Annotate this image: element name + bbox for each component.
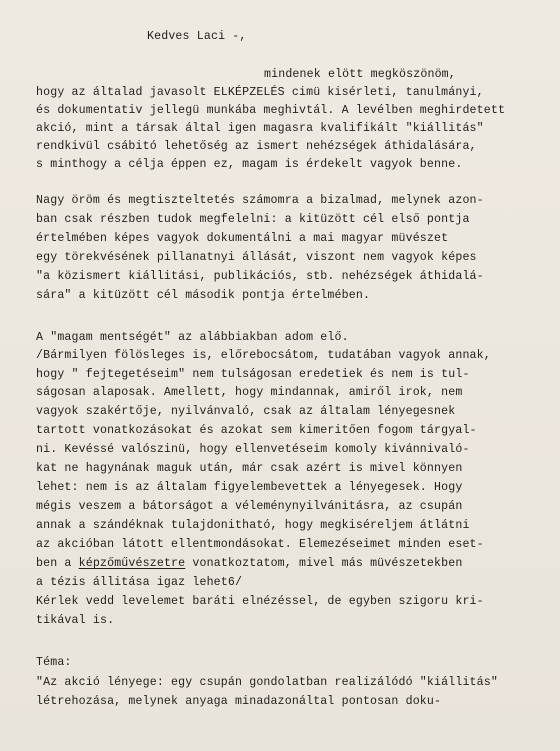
paragraph-3-line-1: A "magam mentségét" az alábbiakban adom elő. [36,331,349,344]
paragraph-3-line-4: ságosan alaposak. Amellett, hogy mindannak, amiről irok, nem [36,386,463,399]
paragraph-1-line-2: hogy az általad javasolt ELKÉPZELÉS cimü kisérleti, tanulmányi, [36,86,484,99]
paragraph-3-line-12: az akcióban látott ellentmondásokat. Elemezéseimet minden eset- [36,538,484,551]
paragraph-3-line-14: a tézis állitása igaz lehet6/ [36,576,243,589]
line-13-prefix: ben a [36,557,79,570]
paragraph-3-line-5: vagyok szakértője, nyilvánvaló, csak az általam lényegesnek [36,405,456,418]
theme-line-2: létrehozása, melynek anyaga minadazonáltal pontosan doku- [36,695,442,708]
theme-heading: Téma: [36,656,72,669]
paragraph-3-line-11: annak a szándéknak tulajdonitható, hogy megkiséreljem átlátni [36,519,470,532]
paragraph-3-line-10: mégis veszem a bátorságot a véleménynyilvánitásra, az csupán [36,500,463,513]
paragraph-2-line-2: ban csak részben tudok megfelelni: a kitüzött cél első pontja [36,213,470,226]
paragraph-2-line-1: Nagy öröm és megtiszteltetés számomra a bizalmad, melynek azon- [36,194,484,207]
paragraph-2-line-4: egy törekvésének pillanatnyi állását, viszont nem vagyok képes [36,251,477,264]
paragraph-3-line-9: lehet: nem is az általam figyelembevettek a lényegesek. Hogy [36,481,463,494]
theme-line-1: "Az akció lényege: egy csupán gondolatban realizálódó "kiállitás" [36,676,498,689]
paragraph-1-line-1: mindenek elött megköszönöm, [264,68,456,81]
salutation: Kedves Laci -, [147,30,247,43]
paragraph-3-line-7: ni. Kevéssé valószinü, hogy ellenvetéseim komoly kivánnivaló- [36,443,470,456]
paragraph-1-line-5: rendkivül csábitó lehetőség az ismert nehézségek áthidalására, [36,140,477,153]
paragraph-3-line-8: kat ne hagynának maguk után, már csak azért is mivel könnyen [36,462,463,475]
paragraph-3-line-6: tartott vonatkozásokat és azokat sem kimeritően fogom tárgyal- [36,424,477,437]
line-13-suffix: vonatkoztatom, mivel más müvészetekben [185,557,463,570]
paragraph-1-line-6: s minthogy a célja éppen ez, magam is érdekelt vagyok benne. [36,158,463,171]
paragraph-3-line-15: Kérlek vedd levelemet baráti elnézéssel, de egyben szigoru kri- [36,595,484,608]
paragraph-2-line-3: értelmében képes vagyok dokumentálni a mai magyar müvészet [36,232,449,245]
paragraph-1-line-3: és dokumentativ jellegü munkába meghivtál. A levélben meghirdetett [36,104,506,117]
paragraph-1-line-4: akció, mint a társak által igen magasra kvalifikált "kiállitás" [36,122,484,135]
paragraph-2-line-5: "a közismert kiállitási, publikációs, stb. nehézségek áthidalá- [36,270,484,283]
paragraph-3-line-16: tikával is. [36,614,115,627]
paragraph-3-line-3: hogy " fejtegetéseim" nem tulságosan eredetiek és nem is tul- [36,368,470,381]
underlined-phrase: képzőművészetre [78,557,186,570]
paragraph-2-line-6: sára" a kitüzött cél második pontja értelmében. [36,289,371,302]
paragraph-3-line-13 [36,557,462,571]
paragraph-3-line-2: /Bármilyen fölösleges is, előrebocsátom, tudatában vagyok annak, [36,349,491,362]
